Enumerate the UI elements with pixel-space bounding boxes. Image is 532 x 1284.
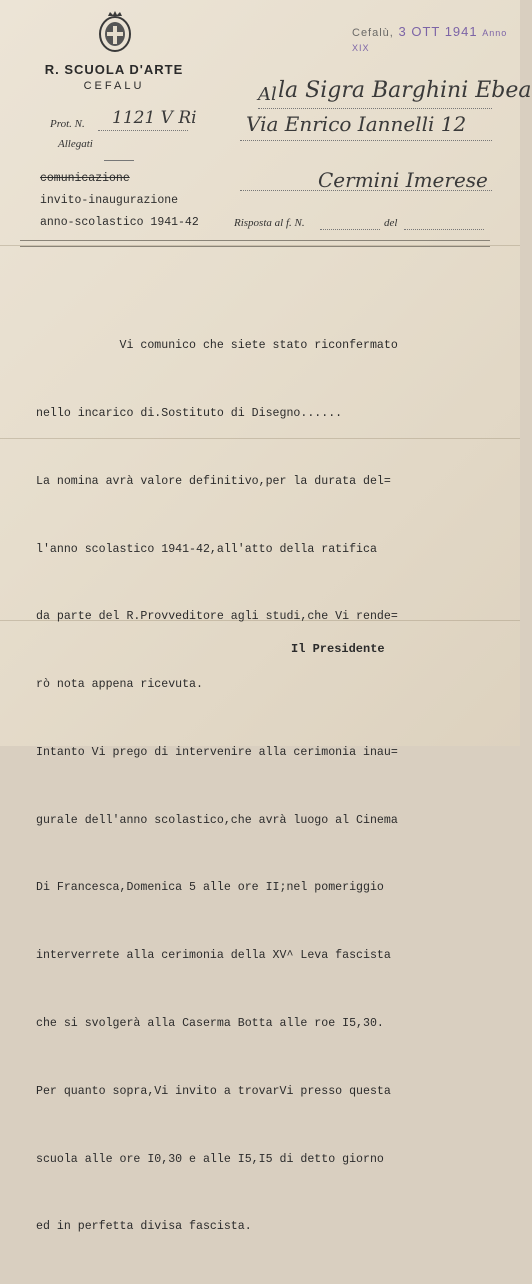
- body-line: Vi comunico che siete stato riconfermato: [36, 339, 398, 353]
- del-label: del: [384, 217, 398, 229]
- recipient-line-3: [240, 190, 492, 191]
- body-line: gurale dell'anno scolastico,che avrà luogo al Cinema: [36, 813, 398, 827]
- body-line: rò nota appena ricevuta.: [36, 678, 203, 692]
- prot-underline: [98, 130, 188, 131]
- body-line: La nomina avrà valore definitivo,per la durata del=: [36, 474, 391, 488]
- recipient-line-1: [258, 108, 492, 109]
- body-line: l'anno scolastico 1941-42,all'atto della ratifica: [36, 542, 377, 556]
- body-line: nello incarico di.Sostituto di Disegno......: [36, 406, 343, 420]
- school-city: CEFALU: [83, 80, 145, 92]
- stamp-anno-label: Anno: [482, 28, 508, 38]
- letter-body: [36, 290, 506, 1284]
- body-line: Di Francesca,Domenica 5 alle ore II;nel pomeriggio: [36, 881, 384, 895]
- header-rule: [20, 240, 490, 241]
- subject-line-2: anno-scolastico 1941-42: [40, 216, 199, 229]
- body-line: da parte del R.Provveditore agli studi,che Vi rende=: [36, 610, 398, 624]
- del-line: [404, 229, 484, 230]
- subject-line-1: invito-inaugurazione: [40, 194, 179, 207]
- stamp-date: 3 OTT 1941: [398, 24, 478, 39]
- risposta-line: [320, 229, 380, 230]
- recipient-prefix: Al: [258, 84, 277, 105]
- body-line: scuola alle ore I0,30 e alle I5,I5 di detto giorno: [36, 1152, 384, 1166]
- prot-label: Prot. N.: [50, 118, 85, 130]
- body-line: Per quanto sopra,Vi invito a trovarVi presso questa: [36, 1084, 391, 1098]
- body-line: ed in perfetta divisa fascista.: [36, 1220, 252, 1234]
- allegati-label: Allegati: [58, 138, 93, 150]
- recipient-address: Via Enrico Iannelli 12: [246, 112, 467, 136]
- royal-crest-icon: [96, 10, 134, 54]
- recipient-line-2: [240, 140, 492, 141]
- body-line: interverrete alla cerimonia della XV^ Leva fascista: [36, 949, 391, 963]
- date-stamp: [352, 24, 520, 54]
- body-line: Intanto Vi prego di intervenire alla cerimonia inau=: [36, 745, 398, 759]
- signature-title: Il Presidente: [291, 642, 385, 656]
- risposta-label: Risposta al f. N.: [234, 217, 305, 229]
- stamp-place: Cefalù,: [352, 27, 394, 39]
- prot-number: 1121 V Ri: [112, 108, 197, 128]
- allegati-line: [104, 160, 134, 161]
- school-name: R. SCUOLA D'ARTE: [44, 62, 184, 77]
- recipient-city: Cermini Imerese: [318, 168, 488, 192]
- header-rule-2: [20, 246, 490, 247]
- subject-label: comunicazione: [40, 172, 130, 185]
- recipient-name: la Sigra Barghini Ebea: [278, 78, 532, 103]
- stamp-anno-value: XIX: [352, 43, 370, 53]
- body-line: che si svolgerà alla Caserma Botta alle roe I5,30.: [36, 1017, 384, 1030]
